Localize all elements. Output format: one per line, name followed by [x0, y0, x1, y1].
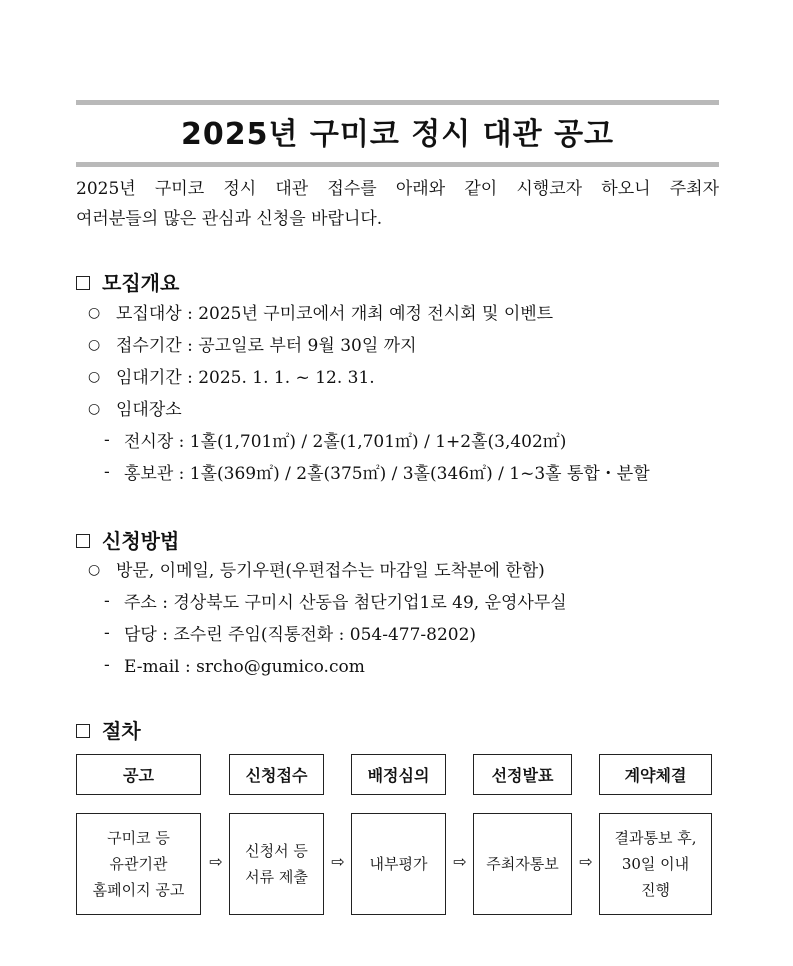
step-title-selection: 선정발표: [473, 754, 572, 795]
bullet-circle-icon: ○: [88, 401, 101, 417]
step-desc-line: 주최자통보: [486, 855, 559, 873]
overview-item-period: 접수기간 : 공고일로 부터 9월 30일 까지: [116, 336, 417, 356]
step-desc-application: [229, 813, 324, 915]
checkbox-square-icon: [76, 276, 90, 290]
venue-promotion-hall: 홍보관 : 1홀(369㎡) / 2홀(375㎡) / 3홀(346㎡) / 1~3홀 통합・분할: [124, 464, 650, 484]
step-title-review: 배정심의: [351, 754, 446, 795]
dash-marker: -: [104, 591, 110, 611]
intro-paragraph: [76, 174, 719, 234]
bullet-circle-icon: ○: [88, 562, 101, 578]
step-desc-line: 30일 이내: [621, 855, 690, 873]
step-title-contract: 계약체결: [599, 754, 712, 795]
arrow-right-icon: ⇨: [209, 852, 223, 871]
apply-address: 주소 : 경상북도 구미시 산동읍 첨단기업1로 49, 운영사무실: [124, 593, 567, 613]
step-desc-review: [351, 813, 446, 915]
section-heading-label: 모집개요: [102, 271, 180, 295]
intro-line-1: 2025년 구미코 정시 대관 접수를 아래와 같이 시행코자 하오니 주최자: [76, 179, 719, 199]
arrow-right-icon: ⇨: [331, 852, 345, 871]
checkbox-square-icon: [76, 534, 90, 548]
title-top-rule: [76, 100, 719, 105]
overview-item-venue: 임대장소: [116, 400, 182, 420]
page-title: 2025년 구미코 정시 대관 공고: [180, 117, 615, 152]
bullet-circle-icon: ○: [88, 369, 101, 385]
step-desc-line: 유관기관: [109, 855, 168, 873]
step-desc-line: 서류 제출: [245, 868, 308, 886]
section-heading-label: 신청방법: [102, 529, 180, 553]
arrow-right-icon: ⇨: [579, 852, 593, 871]
section-heading-label: 절차: [102, 719, 141, 743]
apply-email: E-mail : srcho@gumico.com: [124, 657, 365, 677]
arrow-right-icon: ⇨: [453, 852, 467, 871]
title-bottom-rule: [76, 162, 719, 167]
apply-contact: 담당 : 조수린 주임(직통전화 : 054-477-8202): [124, 625, 477, 645]
step-desc-line: 신청서 등: [245, 842, 308, 860]
section-heading-procedure: [76, 718, 141, 744]
checkbox-square-icon: [76, 724, 90, 738]
step-title-announcement: 공고: [76, 754, 201, 795]
overview-item-target: 모집대상 : 2025년 구미코에서 개최 예정 전시회 및 이벤트: [116, 304, 554, 324]
step-title-application: 신청접수: [229, 754, 324, 795]
intro-line-2: 여러분들의 많은 관심과 신청을 바랍니다.: [76, 209, 383, 229]
apply-method: 방문, 이메일, 등기우편(우편접수는 마감일 도착분에 한함): [116, 561, 545, 581]
step-desc-line: 결과통보 후,: [614, 829, 697, 847]
step-desc-line: 구미코 등: [107, 829, 170, 847]
step-desc-contract: [599, 813, 712, 915]
dash-marker: -: [104, 623, 110, 643]
bullet-circle-icon: ○: [88, 337, 101, 353]
overview-item-rental-period: 임대기간 : 2025. 1. 1. ~ 12. 31.: [116, 368, 375, 388]
venue-exhibition-hall: 전시장 : 1홀(1,701㎡) / 2홀(1,701㎡) / 1+2홀(3,402㎡): [124, 432, 567, 452]
step-desc-line: 홈페이지 공고: [92, 881, 185, 899]
dash-marker: -: [104, 462, 110, 482]
bullet-circle-icon: ○: [88, 305, 101, 321]
dash-marker: -: [104, 430, 110, 450]
section-heading-apply: [76, 528, 179, 554]
step-desc-announcement: [76, 813, 201, 915]
section-heading-overview: [76, 270, 179, 296]
dash-marker: -: [104, 655, 110, 675]
step-desc-line: 진행: [641, 881, 670, 899]
step-desc-line: 내부평가: [369, 855, 428, 873]
step-desc-selection: [473, 813, 572, 915]
